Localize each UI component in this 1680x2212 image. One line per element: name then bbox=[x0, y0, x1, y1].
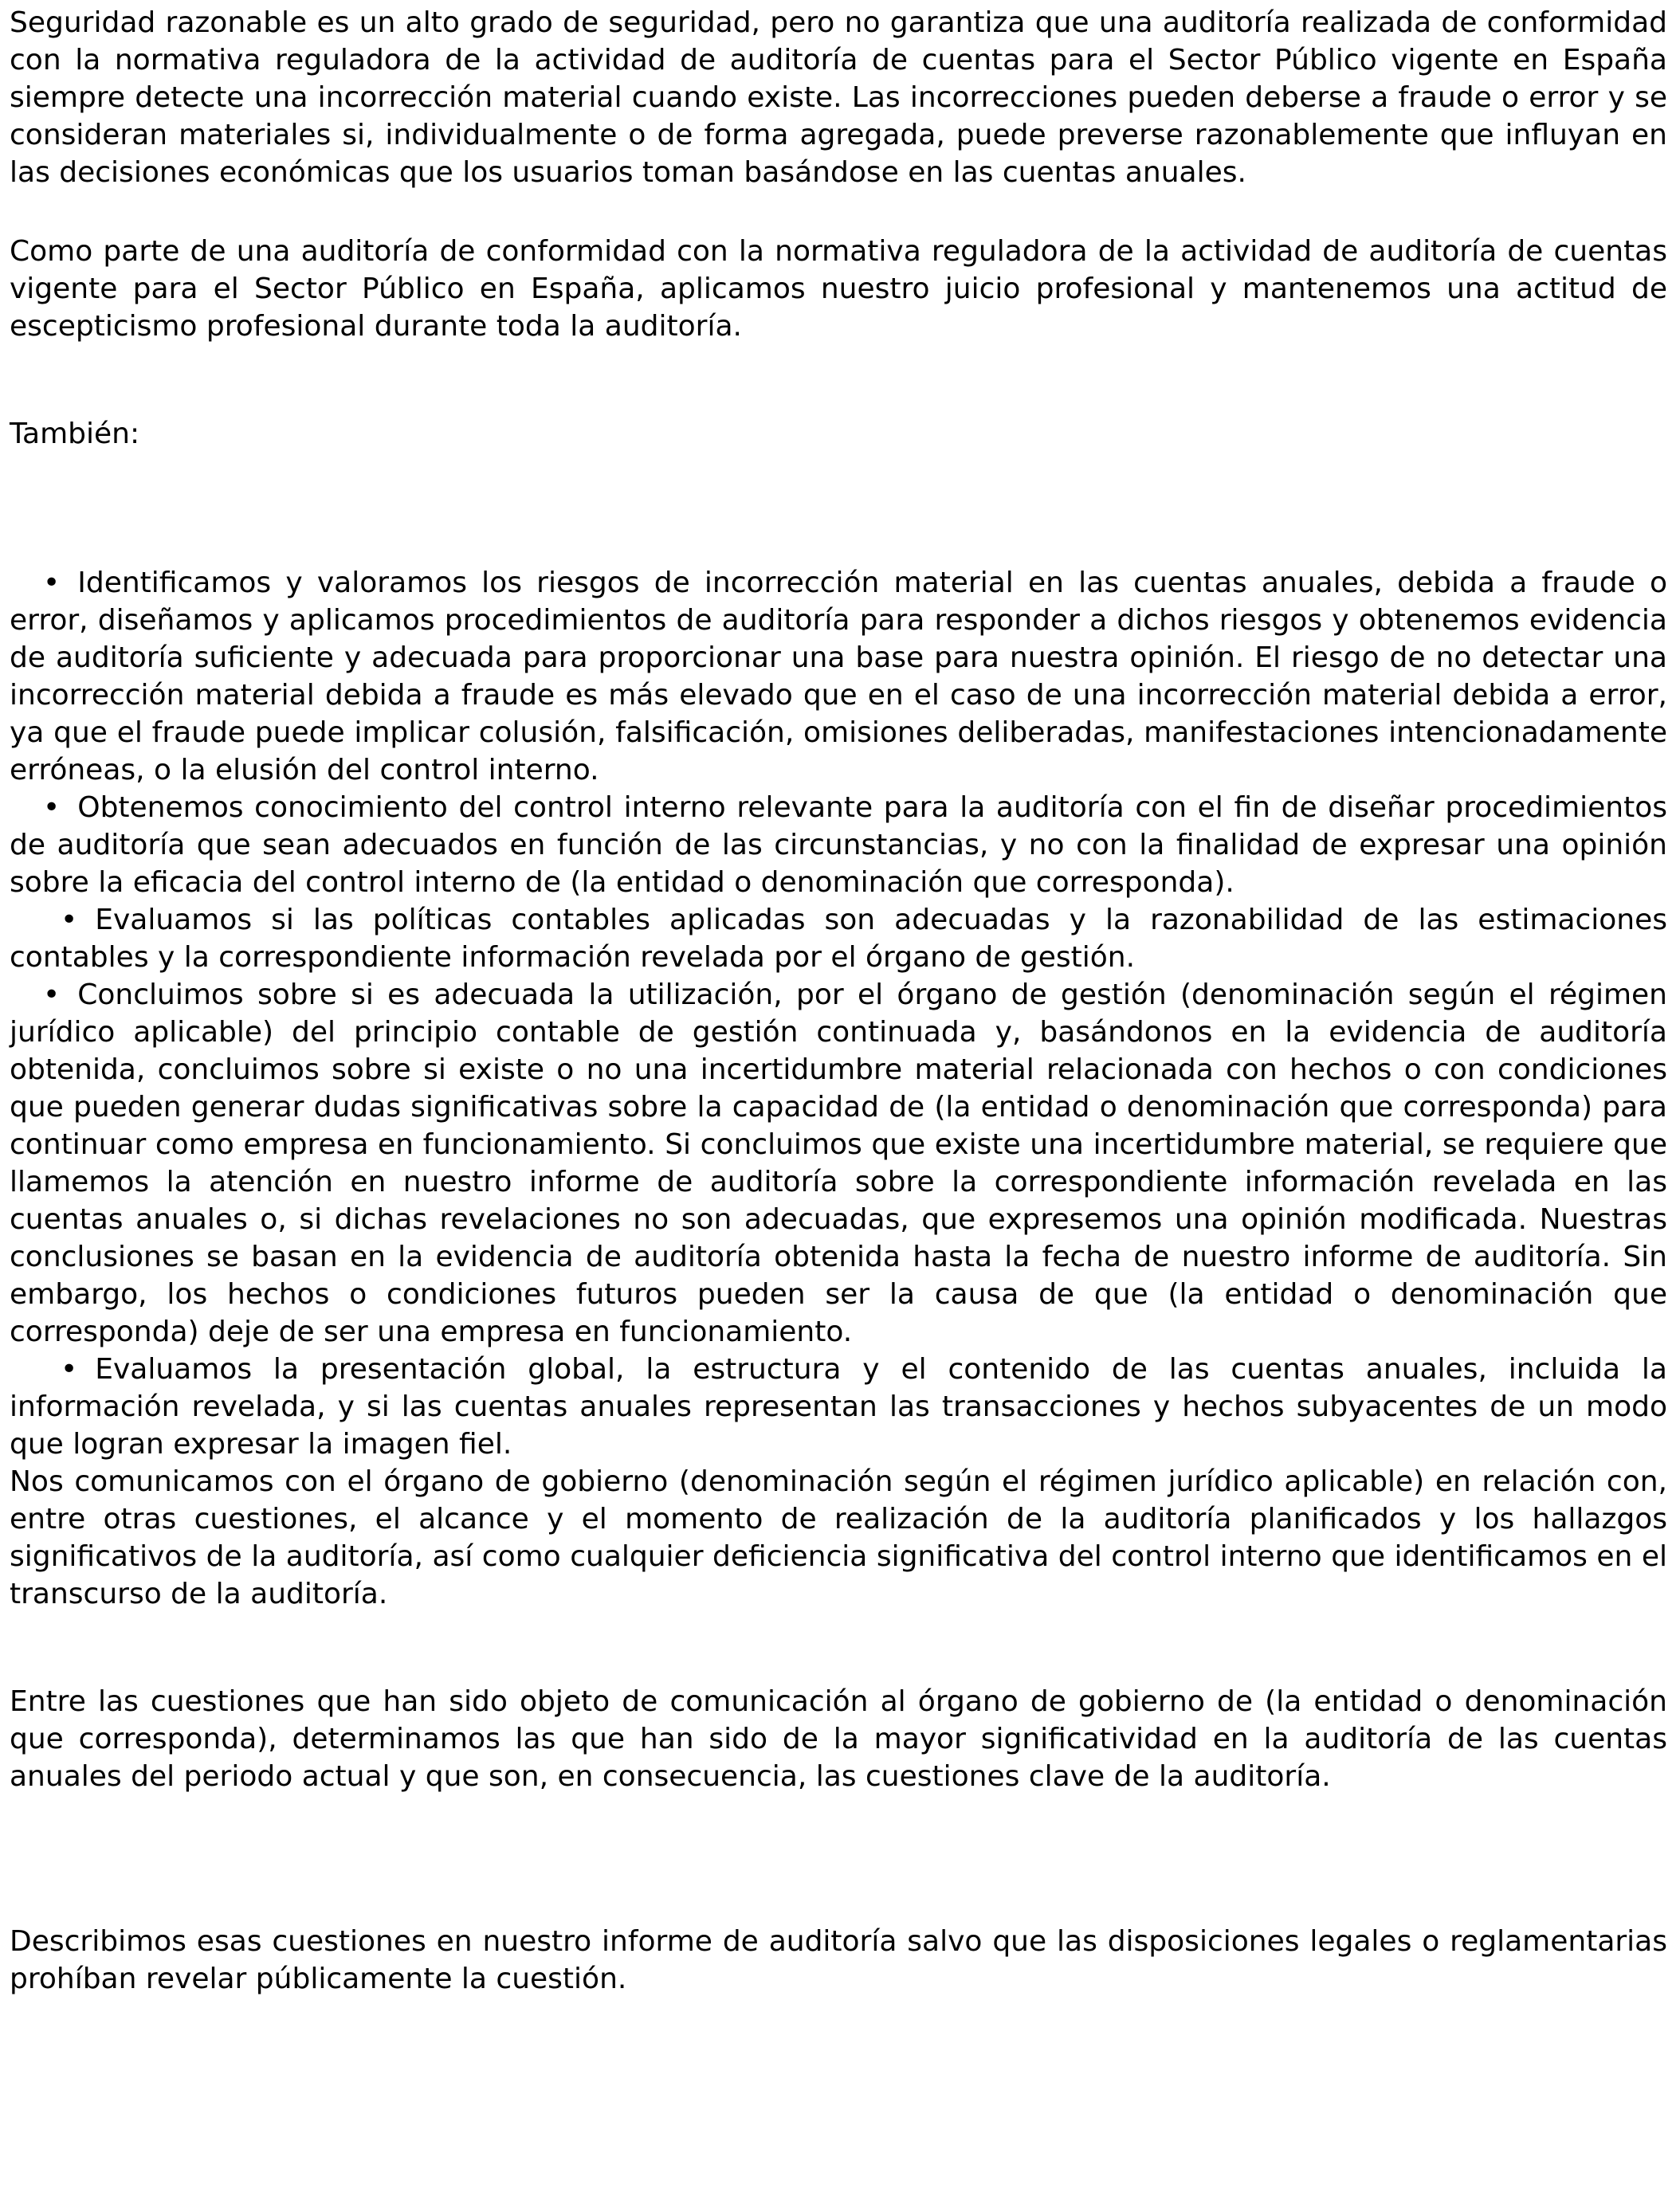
bullet-item-overall-presentation bbox=[10, 1351, 1667, 1463]
bullet-text: Concluimos sobre si es adecuada la utilización, por el órgano de gestión (denominación según el régimen jurídico aplicable) del principio contable de gestión continuada y, basándonos en la evidencia de auditoría obtenida, concluimos sobre si existe o no una incertidumbre material relacionada con hechos o con condiciones que pueden generar dudas significativas sobre la capacidad de (la entidad o denominación que corresponda) para continuar como empresa en funcionamiento. Si concluimos que existe una incertidumbre material, se requiere que llamemos la atención en nuestro informe de auditoría sobre la correspondiente información revelada en las cuentas anuales o, si dichas revelaciones no son adecuadas, que expresemos una opinión modificada. Nuestras conclusiones se basan en la evidencia de auditoría obtenida hasta la fecha de nuestro informe de auditoría. Sin embargo, los hechos o condiciones futuros pueden ser la causa de que (la entidad o denominación que corresponda) deje de ser una empresa en funcionamiento. bbox=[10, 979, 1667, 1348]
bullet-icon: • bbox=[43, 979, 61, 1011]
bullet-icon: • bbox=[43, 791, 61, 824]
paragraph-professional-judgement: Como parte de una auditoría de conformidad con la normativa reguladora de la actividad de auditoría de cuentas vigente para el Sector Público en España, aplicamos nuestro juicio profesional y mantenemos una actitud de escepticismo profesional durante toda la auditoría. bbox=[10, 235, 1667, 343]
bullet-text: Evaluamos la presentación global, la estructura y el contenido de las cuentas anuales, incluida la información revelada, y si las cuentas anuales representan las transacciones y hechos subyacentes de un modo que logran expresar la imagen fiel. bbox=[10, 1353, 1667, 1461]
bullet-item-going-concern bbox=[10, 976, 1667, 1351]
bullet-icon: • bbox=[43, 567, 61, 599]
paragraph-describe-matters: Describimos esas cuestiones en nuestro informe de auditoría salvo que las disposiciones legales o reglamentarias prohíban revelar públicamente la cuestión. bbox=[10, 1925, 1667, 1995]
paragraph-tambien-heading: También: bbox=[10, 418, 140, 450]
bullet-icon: • bbox=[61, 1353, 78, 1386]
bullet-item-internal-control bbox=[10, 789, 1667, 901]
bullet-text: Obtenemos conocimiento del control interno relevante para la auditoría con el fin de diseñar procedimientos de auditoría que sean adecuados en función de las circunstancias, y no con la finalidad de expresar una opinión sobre la eficacia del control interno de (la entidad o denominación que corresponda). bbox=[10, 791, 1667, 899]
bullet-text: Evaluamos si las políticas contables aplicadas son adecuadas y la razonabilidad de las estimaciones contables y la correspondiente información revelada por el órgano de gestión. bbox=[10, 904, 1667, 974]
bullet-text: Identificamos y valoramos los riesgos de incorrección material en las cuentas anuales, debida a fraude o error, diseñamos y aplicamos procedimientos de auditoría para responder a dichos riesgos y obtenemos evidencia de auditoría suficiente y adecuada para proporcionar una base para nuestra opinión. El riesgo de no detectar una incorrección material debida a fraude es más elevado que en el caso de una incorrección material debida a error, ya que el fraude puede implicar colusión, falsificación, omisiones deliberadas, manifestaciones intencionadamente erróneas, o la elusión del control interno. bbox=[10, 567, 1667, 786]
bullet-icon: • bbox=[61, 904, 78, 936]
paragraph-key-audit-matters: Entre las cuestiones que han sido objeto de comunicación al órgano de gobierno de (la entidad o denominación que corresponda), determinamos las que han sido de la mayor significatividad en la auditoría de las cuentas anuales del periodo actual y que son, en consecuencia, las cuestiones clave de la auditoría. bbox=[10, 1685, 1667, 1793]
bullet-item-accounting-policies bbox=[10, 901, 1667, 976]
bullet-item-risks bbox=[10, 564, 1667, 789]
paragraph-reasonable-assurance: Seguridad razonable es un alto grado de seguridad, pero no garantiza que una auditoría realizada de conformidad con la normativa reguladora de la actividad de auditoría de cuentas para el Sector Público vigente en España siempre detecte una incorrección material cuando existe. Las incorrecciones pueden deberse a fraude o error y se consideran materiales si, individualmente o de forma agregada, puede preverse razonablemente que influyan en las decisiones económicas que los usuarios toman basándose en las cuentas anuales. bbox=[10, 6, 1667, 189]
paragraph-communication-governance: Nos comunicamos con el órgano de gobierno (denominación según el régimen jurídico aplicable) en relación con, entre otras cuestiones, el alcance y el momento de realización de la auditoría planificados y los hallazgos significativos de la auditoría, así como cualquier deficiencia significativa del control interno que identificamos en el transcurso de la auditoría. bbox=[10, 1465, 1667, 1610]
